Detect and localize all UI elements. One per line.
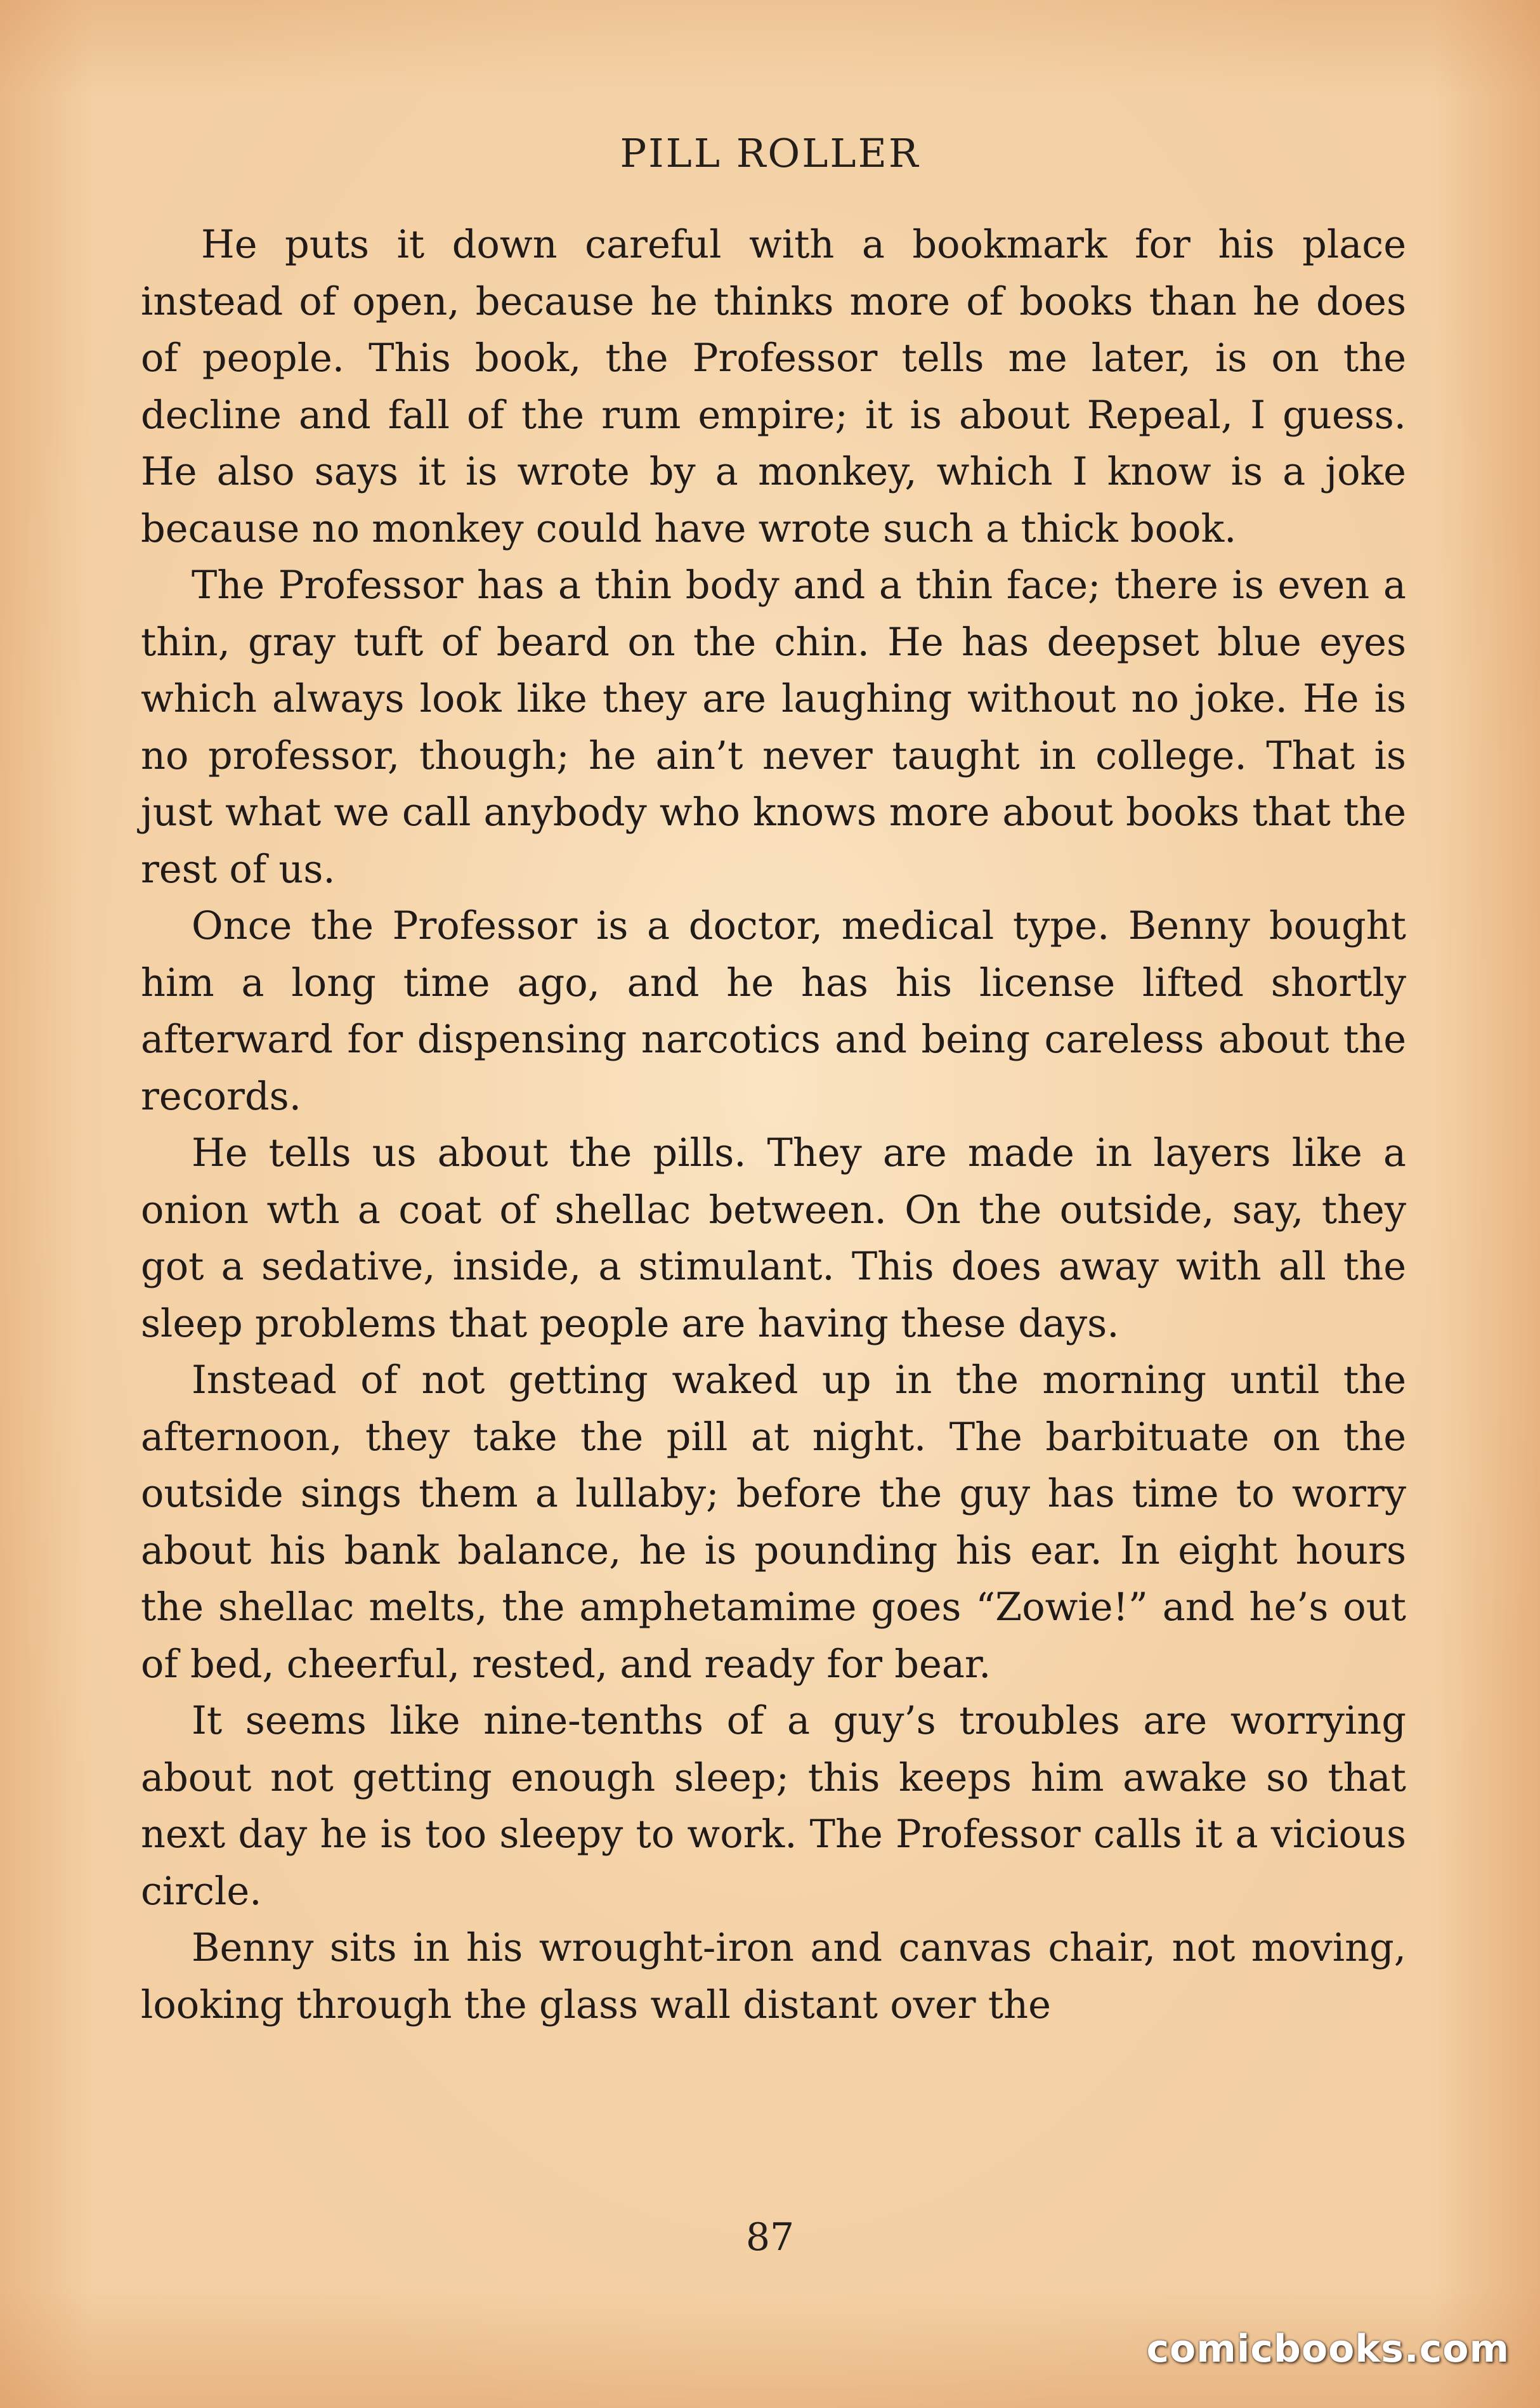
paragraph: Benny sits in his wrought-iron and canvas chair, not moving, looking through the glass wall distant over the	[141, 1926, 1406, 2027]
running-head: PILL ROLLER	[620, 130, 920, 176]
paragraph: It seems like nine-tenths of a guy’s troubles are worrying about not getting enough sleep; this keeps him awake so that next day he is too sleepy to work. The Professor calls it a vicious circle.	[141, 1699, 1406, 1914]
watermark: comicbooks.com	[1146, 2327, 1510, 2371]
paragraph: The Professor has a thin body and a thin face; there is even a thin, gray tuft of beard on the chin. He has deepset blue eyes which always look like they are laughing without no joke. He is no professor, though; he ain’t never taught in college. That is just what we call anybody who knows more about books that the rest of us.	[141, 563, 1406, 892]
paragraph: Once the Professor is a doctor, medical type. Benny bought him a long time ago, and he has his license lifted shortly afterward for dispensing narcotics and being careless about the records.	[141, 904, 1406, 1119]
paragraph: He tells us about the pills. They are made in layers like a onion wth a coat of shellac between. On the outside, say, they got a sedative, inside, a stimulant. This does away with all the sleep problems that people are having these days.	[141, 1131, 1406, 1346]
paragraph: Instead of not getting waked up in the morning until the afternoon, they take the pill at night. The barbituate on the outside sings them a lullaby; before the guy has time to worry about his bank balance, he is pounding his ear. In eight hours the shellac melts, the amphetamime goes “Zowie!” and he’s out of bed, cheerful, rested, and ready for bear.	[141, 1358, 1406, 1687]
body-text	[141, 217, 1406, 2034]
page-number: 87	[745, 2215, 795, 2260]
paragraph: He puts it down careful with a bookmark for his place instead of open, because he thinks more of books than he does of people. This book, the Professor tells me later, is on the decline and fall of the rum empire; it is about Repeal, I guess. He also says it is wrote by a monkey, which I know is a joke because no monkey could have wrote such a thick book.	[141, 223, 1406, 551]
